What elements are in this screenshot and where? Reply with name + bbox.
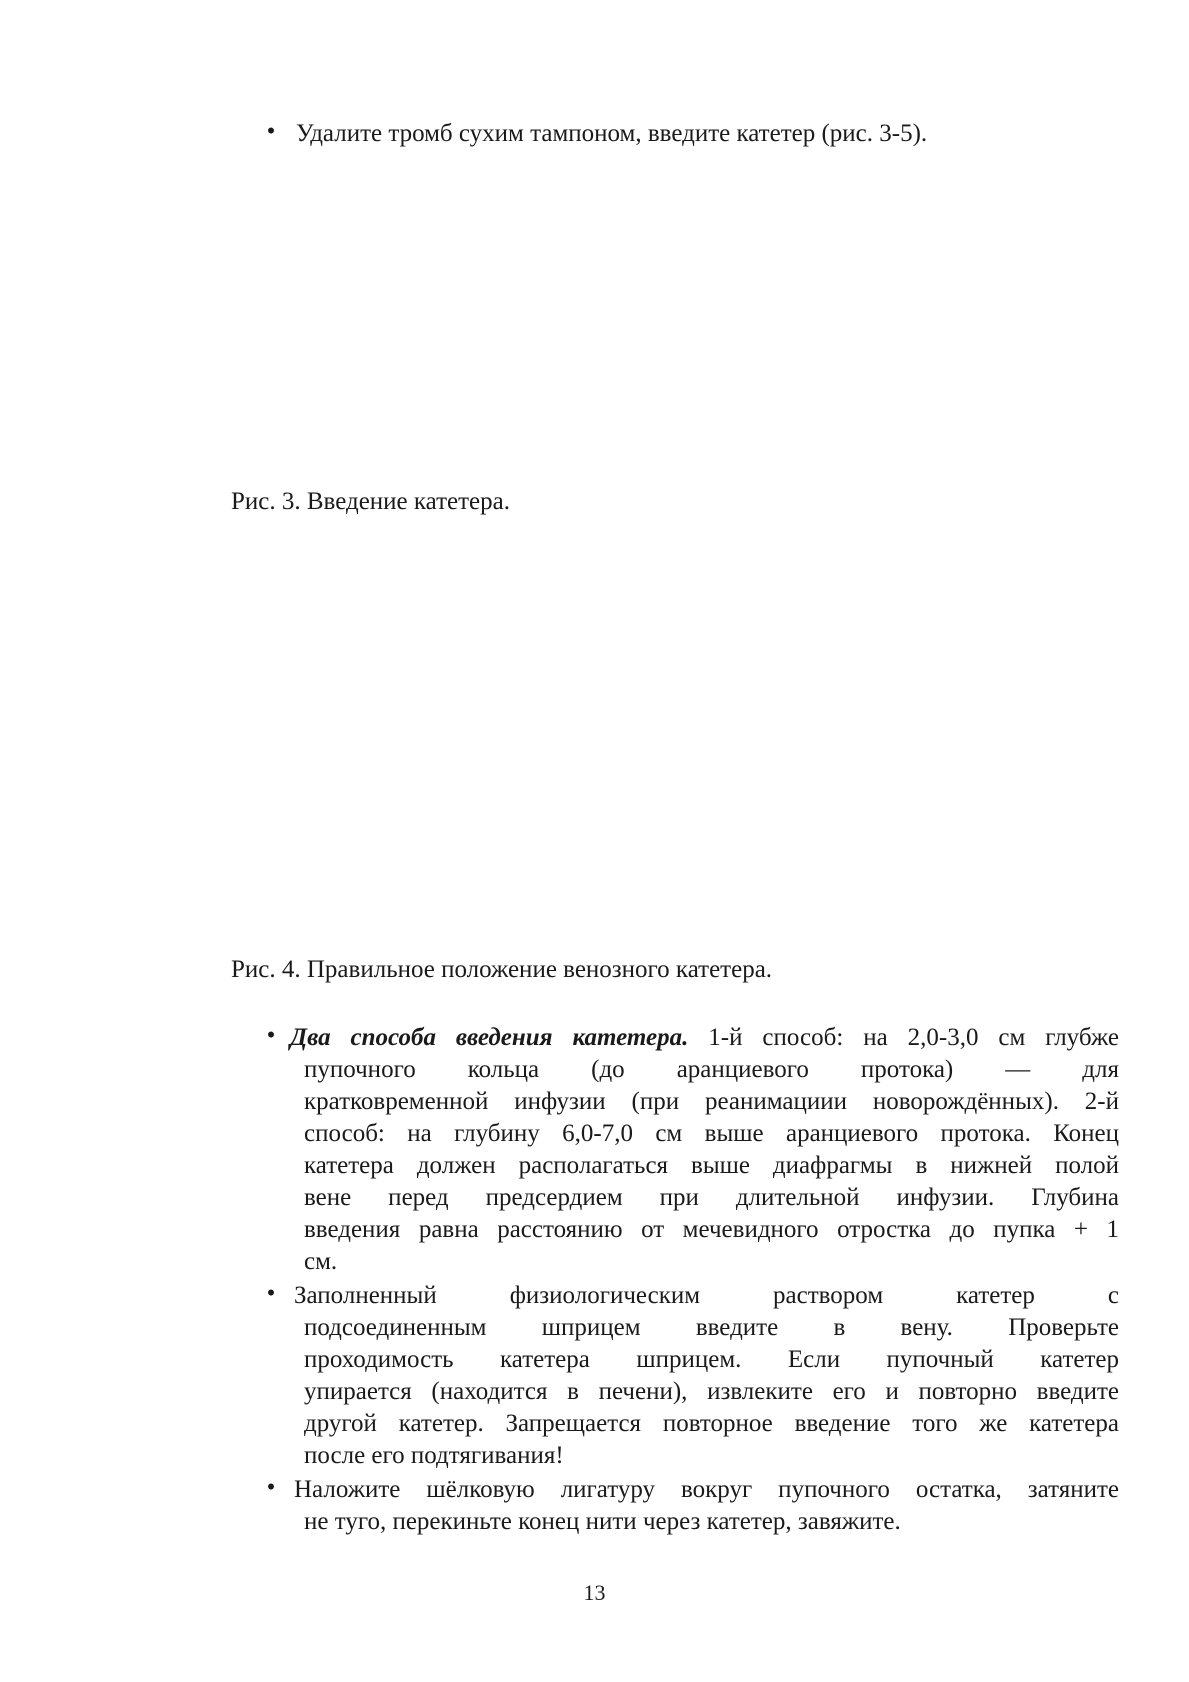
bullet-paragraph-syringe — [294, 1280, 1119, 1472]
paragraph-line: кратковременной инфузии (при реанимациии новорождённых). 2-й — [304, 1088, 1119, 1115]
figure-3-caption: Рис. 3. Введение катетера. — [231, 488, 511, 515]
bullet-heading: Два способа введения катетера. — [290, 1024, 689, 1051]
paragraph-line: упирается (находится в печени), извлеките его и повторно введите — [304, 1378, 1119, 1405]
bullet-paragraph-ligature — [294, 1474, 1119, 1538]
paragraph-line: Наложите шёлковую лигатуру вокруг пупочного остатка, затяните — [294, 1476, 1119, 1503]
bullet-marker: • — [266, 1474, 276, 1501]
paragraph-line: см. — [304, 1248, 338, 1275]
paragraph-line: проходимость катетера шприцем. Если пупочный катетер — [304, 1346, 1119, 1373]
paragraph-line-text: 1-й способ: на 2,0-3,0 см глубже — [688, 1024, 1119, 1051]
paragraph-line: не туго, перекиньте конец нити через катетер, завяжите. — [304, 1508, 901, 1535]
bullet-text: Удалите тромб сухим тампоном, введите катетер (рис. 3-5). — [296, 120, 928, 147]
paragraph-line: Заполненный физиологическим раствором катетер с — [294, 1282, 1119, 1309]
paragraph-line: после его подтягивания! — [304, 1442, 564, 1469]
bullet-marker: • — [266, 118, 276, 145]
paragraph-line: введения равна расстоянию от мечевидного отростка до пупка + 1 — [304, 1216, 1119, 1243]
paragraph-line: пупочного кольца (до аранциевого протока) — для — [304, 1056, 1119, 1083]
page-number: 13 — [583, 1580, 606, 1605]
paragraph-line: подсоединенным шприцем введите в вену. Проверьте — [304, 1314, 1119, 1341]
paragraph-line: катетера должен располагаться выше диафрагмы в нижней полой — [304, 1152, 1119, 1179]
figure-4-caption: Рис. 4. Правильное положение венозного катетера. — [231, 956, 773, 983]
paragraph-line: вене перед предсердием при длительной инфузии. Глубина — [304, 1184, 1119, 1211]
paragraph-line: способ: на глубину 6,0-7,0 см выше аранциевого протока. Конец — [304, 1120, 1119, 1147]
bullet-marker: • — [266, 1280, 276, 1307]
paragraph-line: другой катетер. Запрещается повторное введение того же катетера — [304, 1410, 1119, 1437]
paragraph-line — [290, 1022, 1119, 1054]
bullet-marker: • — [266, 1022, 276, 1049]
bullet-paragraph-catheter-methods — [290, 1022, 1119, 1278]
